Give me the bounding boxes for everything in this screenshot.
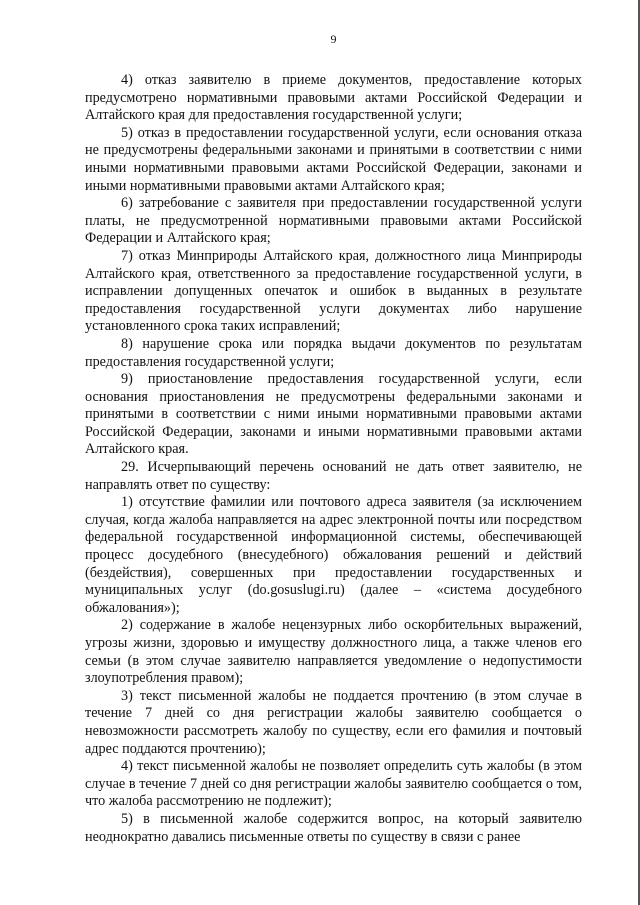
paragraph-ground-2-obscene-content: 2) содержание в жалобе нецензурных либо оскорбительных выражений, угрозы жизни, здоровью и имуществу должностного лица, а также членов его семьи (в этом случае заявителю направляется уведомление о недопустимости злоупотребления правом); — [85, 617, 582, 687]
paragraph-ground-4-unclear-essence: 4) текст письменной жалобы не позволяет определить суть жалобы (в этом случае в течение 7 дней со дня регистрации жалобы заявителю сообщается о том, что жалоба рассмотрению не подлежит); — [85, 758, 582, 810]
paragraph-ground-5-repeated-question: 5) в письменной жалобе содержится вопрос, на который заявителю неоднократно давались письменные ответы по существу в связи с ранее — [85, 810, 582, 845]
page-number: 9 — [330, 32, 337, 46]
paragraph-section-29: 29. Исчерпывающий перечень оснований не дать ответ заявителю, не направлять ответ по существу: — [85, 459, 582, 493]
paragraph-item-5-refusal-service: 5) отказ в предоставлении государственной услуги, если основания отказа не предусмотрены федеральными законами и принятыми в соответствии с ними иными нормативными правовыми актами Российской Федерации, законами и иными нормативными правовыми актами Алтайского края; — [85, 124, 582, 194]
paragraph-item-6-payment-demand: 6) затребование с заявителя при предоставлении государственной услуги платы, не предусмотренной нормативными правовыми актами Российской Федерации и Алтайского края; — [85, 195, 582, 247]
paragraph-ground-3-unreadable: 3) текст письменной жалобы не поддается прочтению (в этом случае в течение 7 дней со дня регистрации жалобы заявителю сообщается о невозможности рассмотреть жалобу по существу, если его фамилия и почтовый адрес поддаются прочтению); — [85, 687, 582, 757]
paragraph-ground-1-no-name-address: 1) отсутствие фамилии или почтового адреса заявителя (за исключением случая, когда жалоба направляется на адрес электронной почты или посредством федеральной государственной информационной системы, обеспечивающей процесс досудебного (внесудебного) обжалования решений и действий (бездействия), совершенных при предоставлении государственных и муниципальных услуг (do.gosuslugi.ru) (далее – «система досудебного обжалования»); — [85, 494, 582, 616]
paragraph-item-7-refusal-corrections: 7) отказ Минприроды Алтайского края, должностного лица Минприроды Алтайского края, ответственного за предоставление государственной услуги, в исправлении допущенных опечаток и ошибок в выданных в результате предоставления государственной услуги документах либо нарушение установленного срока таких исправлений; — [85, 247, 582, 335]
document-body — [85, 72, 582, 846]
paragraph-item-4-refusal-accept-docs: 4) отказ заявителю в приеме документов, предоставление которых предусмотрено нормативными правовыми актами Российской Федерации и Алтайского края для предоставления государственной услуги; — [85, 72, 582, 124]
paragraph-item-8-issuance-violation: 8) нарушение срока или порядка выдачи документов по результатам предоставления государственной услуги; — [85, 335, 582, 370]
paragraph-item-9-suspension: 9) приостановление предоставления государственной услуги, если основания приостановления не предусмотрены федеральными законами и принятыми в соответствии с ними иными нормативными правовыми актами Российской Федерации, законами и иными нормативными правовыми актами Алтайского края. — [85, 371, 582, 458]
